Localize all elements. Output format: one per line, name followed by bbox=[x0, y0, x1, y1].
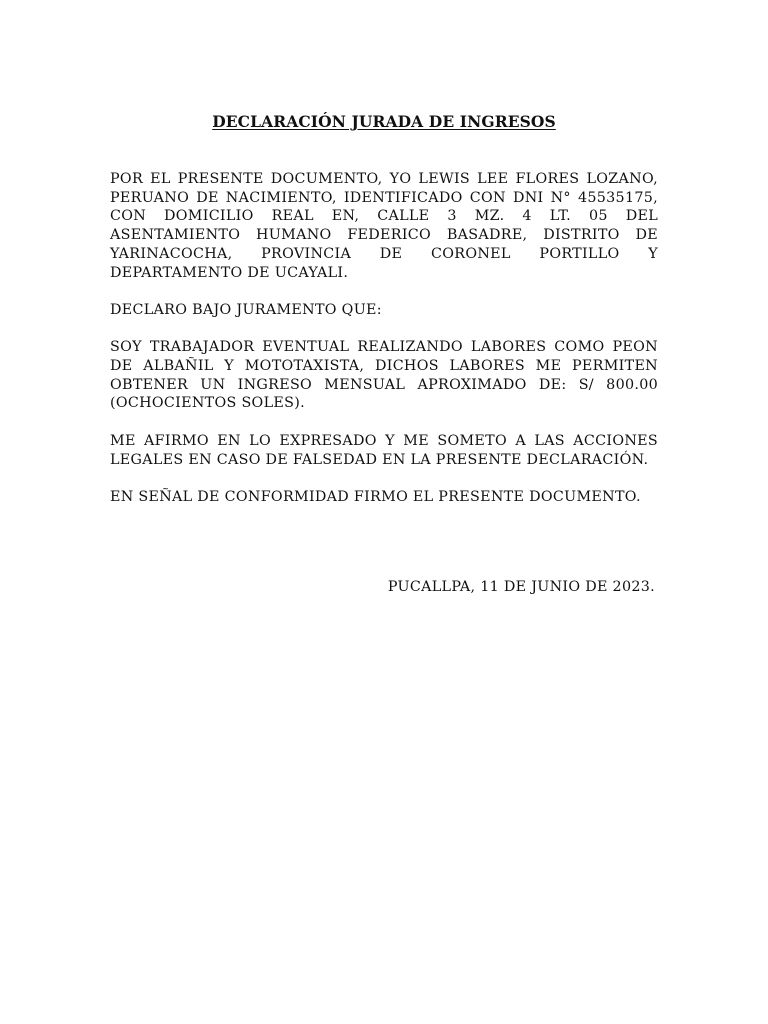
document-body bbox=[110, 170, 658, 525]
place-date: PUCALLPA, 11 DE JUNIO DE 2023. bbox=[387, 579, 655, 595]
oath-statement: DECLARO BAJO JURAMENTO QUE: bbox=[110, 301, 382, 318]
income-paragraph: SOY TRABAJADOR EVENTUAL REALIZANDO LABORES COMO PEON DE ALBAÑIL Y MOTOTAXISTA, DICHOS LABORES ME PERMITEN OBTENER UN INGRESO MENSUAL APROXIMADO DE: S/ 800.00 (OCHOCIENTOS SOLES). bbox=[110, 339, 658, 412]
affirmation-paragraph: ME AFIRMO EN LO EXPRESADO Y ME SOMETO A LAS ACCIONES LEGALES EN CASO DE FALSEDAD EN LA PRESENTE DECLARACIÓN. bbox=[110, 432, 658, 468]
document-title: DECLARACIÓN JURADA DE INGRESOS bbox=[212, 112, 556, 131]
conformity-paragraph: EN SEÑAL DE CONFORMIDAD FIRMO EL PRESENTE DOCUMENTO. bbox=[110, 488, 641, 505]
identity-paragraph: POR EL PRESENTE DOCUMENTO, YO LEWIS LEE FLORES LOZANO, PERUANO DE NACIMIENTO, IDENTIFICADO CON DNI N° 45535175, CON DOMICILIO REAL EN, CALLE 3 MZ. 4 LT. 05 DEL ASENTAMIENTO HUMANO FEDERICO BASADRE, DISTRITO DE YARINACOCHA, PROVINCIA DE CORONEL PORTILLO Y DEPARTAMENTO DE UCAYALI. bbox=[110, 171, 658, 281]
